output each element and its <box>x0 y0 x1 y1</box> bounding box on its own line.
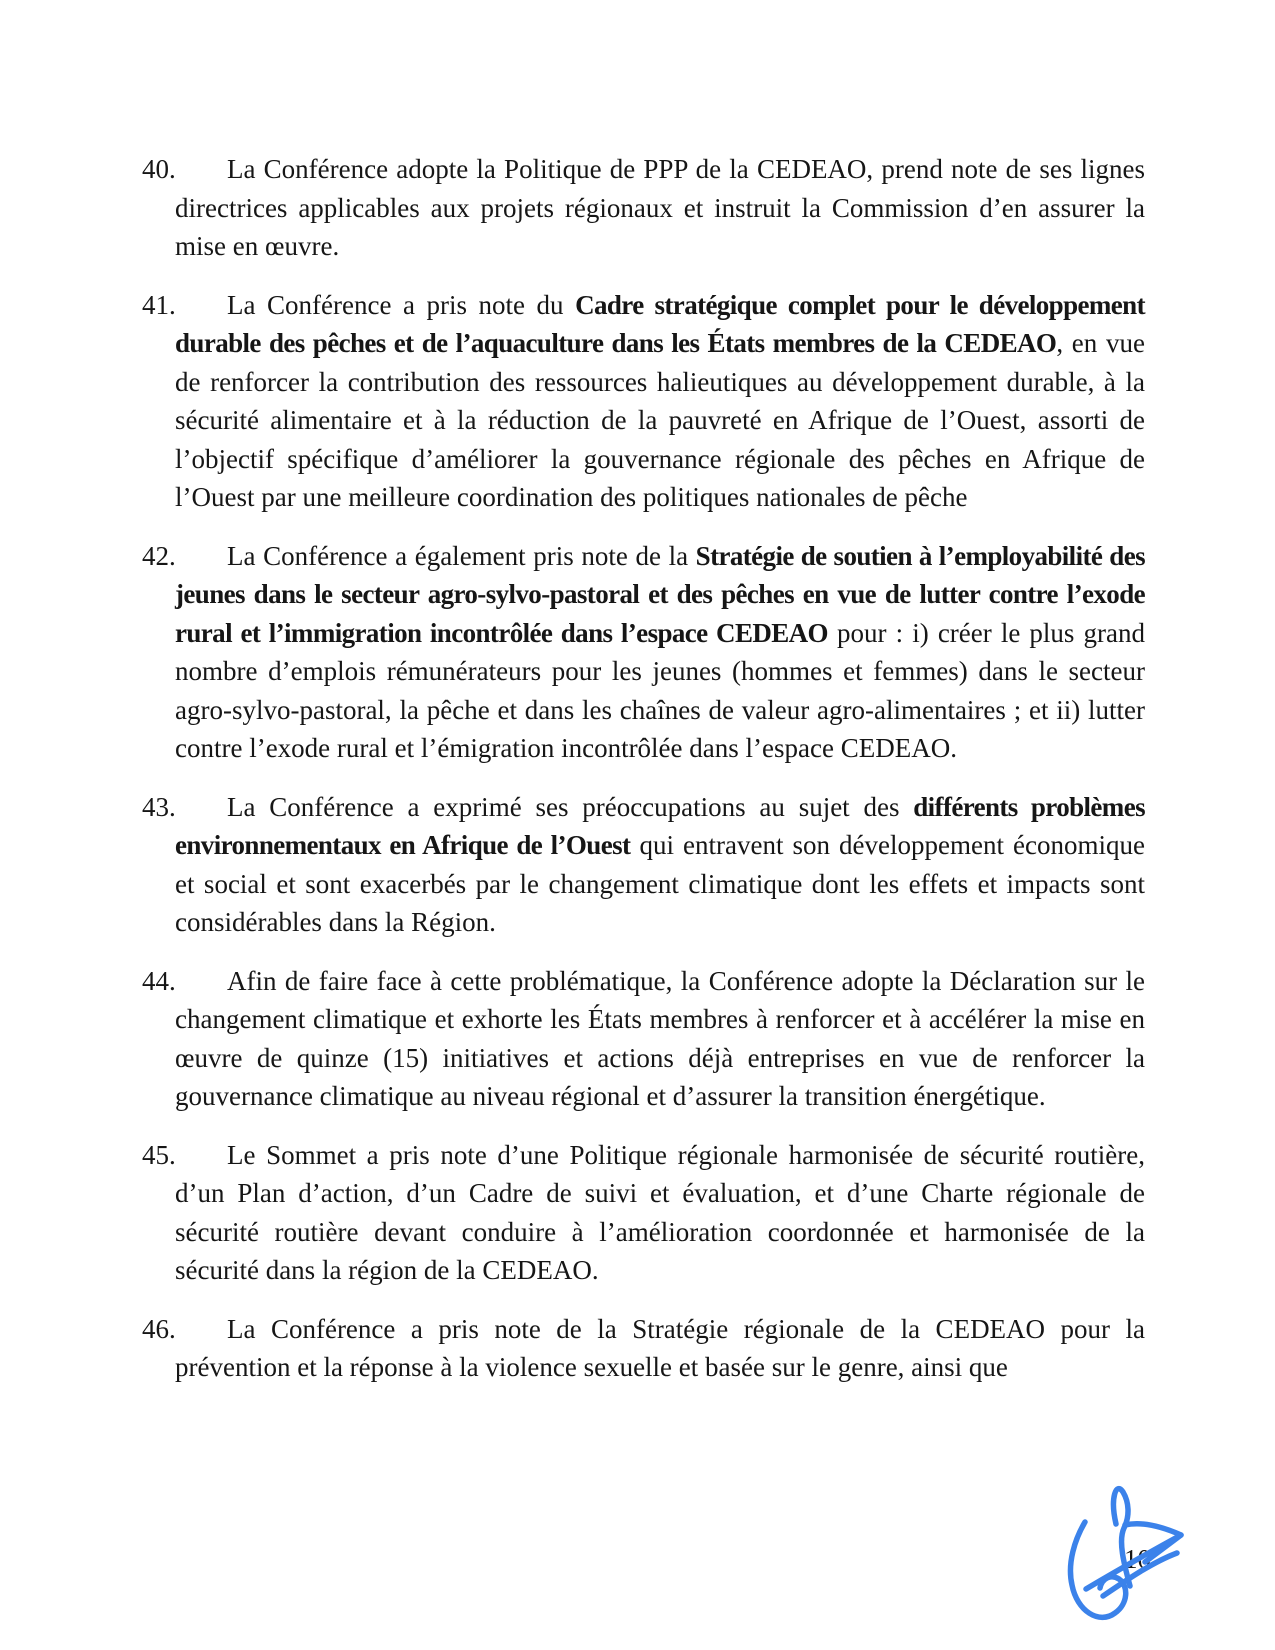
paragraph-43 <box>142 788 1145 942</box>
paragraph-42-number: 42. <box>142 540 176 571</box>
paragraph-41-number: 41. <box>142 289 176 320</box>
paragraph-40-number: 40. <box>142 154 176 184</box>
paragraph-42-text-run: La Conférence a également pris note de la <box>227 540 696 571</box>
paragraph-45-number: 45. <box>142 1139 176 1170</box>
paragraph-41-text-run: La Conférence a pris note du <box>227 289 576 320</box>
paragraph-44-text: Afin de faire face à cette problématique, la Conférence adopte la Déclaration sur le changement climatique et exhorte les États membres à renforcer et à accélérer la mise en œuvre de quinze (15) initiatives et actions déjà entreprises en vue de renforcer la gouvernance climatique au niveau régional et d’assurer la transition énergétique. <box>175 965 1145 1111</box>
paragraph-46-text: La Conférence a pris note de la Stratégie régionale de la CEDEAO pour la prévention et la réponse à la violence sexuelle et basée sur le genre, ainsi que <box>175 1313 1145 1382</box>
paragraph-43-bold-run: différents problèmes environnementaux en Afrique de l’Ouest <box>175 791 1145 860</box>
paragraph-44 <box>142 962 1145 1116</box>
paragraph-40-text: La Conférence adopte la Politique de PPP de la CEDEAO, prend note de ses lignes directrices applicables aux projets régionaux et instruit la Commission d’en assurer la mise en œuvre. <box>175 154 1145 261</box>
paragraph-43-text-run: La Conférence a exprimé ses préoccupations au sujet des <box>227 791 914 822</box>
document-body <box>142 150 1145 1407</box>
paragraph-42-bold-run: Stratégie de soutien à l’employabilité des jeunes dans le secteur agro-sylvo-pastoral et des pêches en vue de lutter contre l’exode rural et l’immigration incontrôlée dans l’espace CEDEAO <box>175 540 1145 648</box>
paragraph-43-text-run: qui entravent son développement économique et social et sont exacerbés par le changement climatique dont les effets et impacts sont considérables dans la Région. <box>175 830 1145 937</box>
paragraph-42 <box>142 537 1145 768</box>
paragraph-46 <box>142 1310 1145 1387</box>
paragraph-43-number: 43. <box>142 791 176 822</box>
paragraph-45-text: Le Sommet a pris note d’une Politique régionale harmonisée de sécurité routière, d’un Plan d’action, d’un Cadre de suivi et évaluation, et d’une Charte régionale de sécurité routière devant conduire à l’amélioration coordonnée et harmonisée de la sécurité dans la région de la CEDEAO. <box>175 1139 1145 1285</box>
paragraph-46-number: 46. <box>142 1313 176 1344</box>
paragraph-42-text-run: pour : i) créer le plus grand nombre d’emplois rémunérateurs pour les jeunes (hommes et femmes) dans le secteur agro-sylvo-pastoral, la pêche et dans les chaînes de valeur agro-alimentaires ; et ii) lutter contre l’exode rural et l’émigration incontrôlée dans l’espace CEDEAO. <box>175 617 1145 763</box>
paragraph-44-number: 44. <box>142 965 176 996</box>
paragraph-40 <box>142 150 1145 266</box>
paragraph-45 <box>142 1136 1145 1290</box>
page-number: 10 <box>1124 1544 1151 1574</box>
signature <box>1040 1462 1190 1647</box>
paragraph-41-text-run: , en vue de renforcer la contribution des ressources halieutiques au développement durable, à la sécurité alimentaire et à la réduction de la pauvreté en Afrique de l’Ouest, assorti de l’objectif spécifique d’améliorer la gouvernance régionale des pêches en Afrique de l’Ouest par une meilleure coordination des politiques nationales de pêche <box>175 328 1145 512</box>
paragraph-41 <box>142 286 1145 517</box>
paragraph-41-bold-run: Cadre stratégique complet pour le développement durable des pêches et de l’aquaculture dans les États membres de la CEDEAO <box>175 289 1145 358</box>
signature-stroke <box>1086 1535 1181 1589</box>
